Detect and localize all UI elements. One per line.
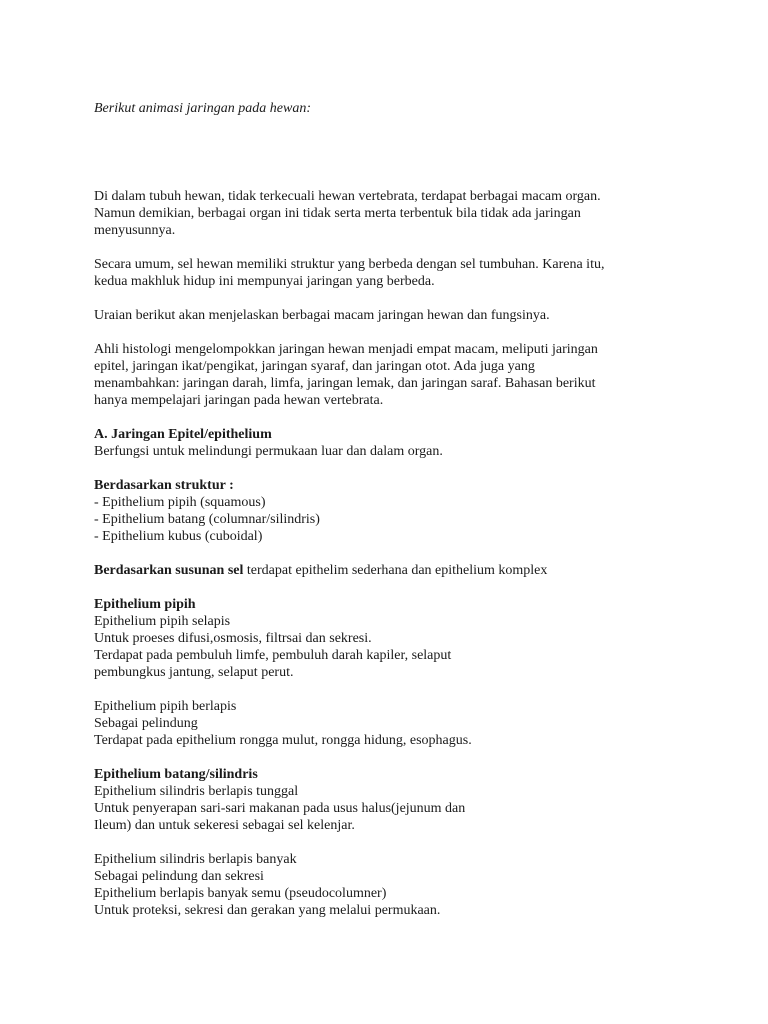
- text-line: Secara umum, sel hewan memiliki struktur yang berbeda dengan sel tumbuhan. Karena itu,: [94, 257, 605, 272]
- text-line: Uraian berikut akan menjelaskan berbagai macam jaringan hewan dan fungsinya.: [94, 308, 550, 323]
- intro-line: Berikut animasi jaringan pada hewan:: [94, 101, 311, 116]
- text-line: Terdapat pada epithelium rongga mulut, rongga hidung, esophagus.: [94, 733, 472, 748]
- list-item: - Epithelium kubus (cuboidal): [94, 529, 263, 544]
- text-line: Epithelium pipih selapis: [94, 614, 231, 629]
- susunan-rest: terdapat epithelim sederhana dan epithelium komplex: [243, 563, 548, 578]
- animation-placeholder: [94, 117, 694, 188]
- list-item: - Epithelium pipih (squamous): [94, 495, 266, 510]
- text-line: Namun demikian, berbagai organ ini tidak serta merta terbentuk bila tidak ada jaringan: [94, 206, 581, 221]
- text-line: Di dalam tubuh hewan, tidak terkecuali hewan vertebrata, terdapat berbagai macam organ.: [94, 189, 601, 204]
- pipih-heading: Epithelium pipih: [94, 597, 196, 612]
- susunan-line: [94, 562, 694, 579]
- batang-block: [94, 766, 694, 919]
- text-line: pembungkus jantung, selaput perut.: [94, 665, 294, 680]
- text-line: kedua makhluk hidup ini mempunyai jaringan yang berbeda.: [94, 274, 435, 289]
- section-epitel: [94, 426, 694, 460]
- text-line: Epithelium silindris berlapis tunggal: [94, 784, 299, 799]
- text-line: menambahkan: jaringan darah, limfa, jaringan lemak, dan jaringan saraf. Bahasan berikut: [94, 376, 596, 391]
- section-heading: A. Jaringan Epitel/epithelium: [94, 427, 272, 442]
- text-line: epitel, jaringan ikat/pengikat, jaringan syaraf, dan jaringan otot. Ada juga yang: [94, 359, 535, 374]
- text-line: Untuk penyerapan sari-sari makanan pada usus halus(jejunum dan: [94, 801, 466, 816]
- paragraph-sel-hewan: [94, 256, 694, 290]
- text-line: menyusunnya.: [94, 223, 176, 238]
- text-line: Untuk proeses difusi,osmosis, filtrsai dan sekresi.: [94, 631, 372, 646]
- struktur-block: [94, 477, 694, 545]
- text-line: Sebagai pelindung dan sekresi: [94, 869, 264, 884]
- paragraph-uraian: [94, 307, 694, 324]
- section-description: Berfungsi untuk melindungi permukaan luar dan dalam organ.: [94, 444, 443, 459]
- batang-heading: Epithelium batang/silindris: [94, 767, 258, 782]
- text-line: Untuk proteksi, sekresi dan gerakan yang melalui permukaan.: [94, 903, 441, 918]
- text-line: Ileum) dan untuk sekeresi sebagai sel kelenjar.: [94, 818, 355, 833]
- text-line: Ahli histologi mengelompokkan jaringan hewan menjadi empat macam, meliputi jaringan: [94, 342, 598, 357]
- paragraph-organ: [94, 188, 694, 239]
- list-item: - Epithelium batang (columnar/silindris): [94, 512, 320, 527]
- struktur-heading: Berdasarkan struktur :: [94, 478, 234, 493]
- text-line: Sebagai pelindung: [94, 716, 198, 731]
- text-line: Terdapat pada pembuluh limfe, pembuluh darah kapiler, selaput: [94, 648, 452, 663]
- text-line: hanya mempelajari jaringan pada hewan vertebrata.: [94, 393, 384, 408]
- text-line: Epithelium pipih berlapis: [94, 699, 237, 714]
- susunan-bold: Berdasarkan susunan sel: [94, 563, 244, 578]
- document-page: [94, 100, 694, 919]
- pipih-block: [94, 596, 694, 749]
- paragraph-histologi: [94, 341, 694, 409]
- text-line: Epithelium silindris berlapis banyak: [94, 852, 297, 867]
- text-line: Epithelium berlapis banyak semu (pseudocolumner): [94, 886, 387, 901]
